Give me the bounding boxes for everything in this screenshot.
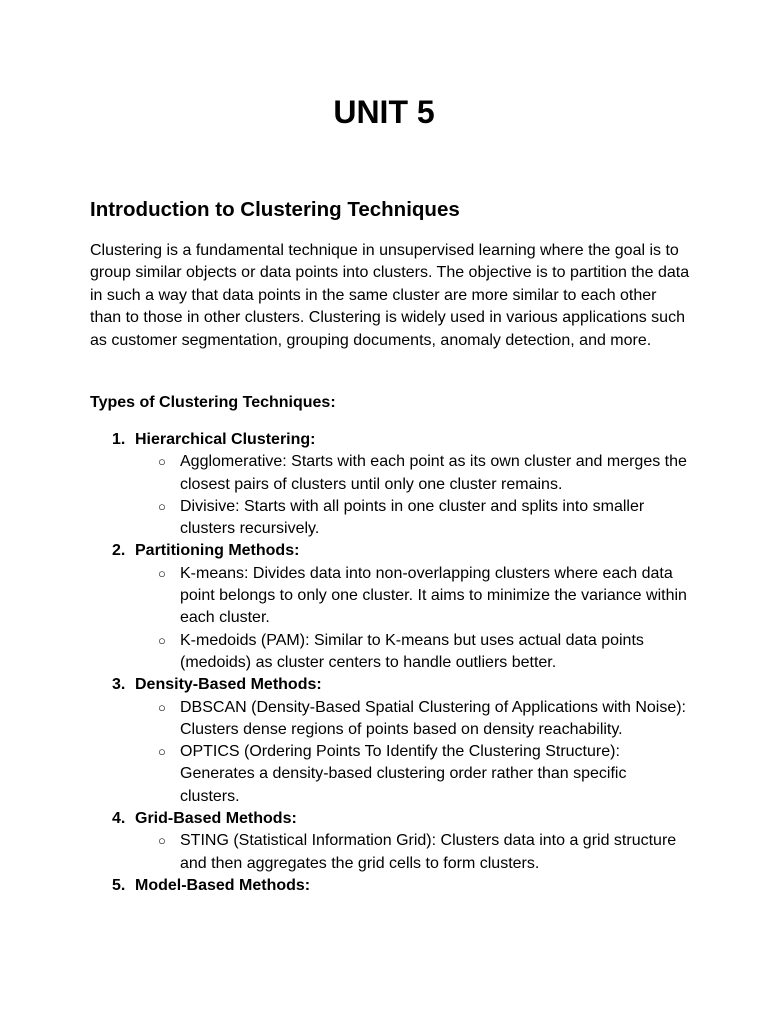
page-title: UNIT 5 xyxy=(333,94,435,130)
section-heading: Introduction to Clustering Techniques xyxy=(90,198,460,221)
types-heading: Types of Clustering Techniques: xyxy=(90,394,336,411)
technique-number: 3. xyxy=(112,676,126,694)
sub-list xyxy=(135,451,690,540)
hollow-bullet-icon: ○ xyxy=(158,632,166,648)
list-item xyxy=(135,563,690,630)
list-item xyxy=(135,451,690,496)
technique-number: 4. xyxy=(112,810,126,828)
list-item xyxy=(135,496,690,541)
list-item-text: K-means: Divides data into non-overlapping clusters where each data point belongs to only one cluster. It aims to minimize the variance within each cluster. xyxy=(180,564,687,627)
hollow-bullet-icon: ○ xyxy=(158,498,166,514)
sub-list xyxy=(135,697,690,808)
technique-partitioning xyxy=(90,540,690,674)
list-item-text: Divisive: Starts with all points in one cluster and splits into smaller clusters recursively. xyxy=(180,497,645,538)
list-item-text: STING (Statistical Information Grid): Clusters data into a grid structure and then aggregates the grid cells to form clusters. xyxy=(180,832,677,872)
technique-label: Model-Based Methods: xyxy=(135,876,311,894)
technique-number: 1. xyxy=(112,431,126,448)
hollow-bullet-icon: ○ xyxy=(158,699,166,715)
hollow-bullet-icon: ○ xyxy=(158,833,166,849)
sub-list xyxy=(135,830,690,875)
technique-number: 5. xyxy=(112,876,126,894)
list-item-text: OPTICS (Ordering Points To Identify the Clustering Structure): Generates a density-based clustering order rather than specific clusters. xyxy=(180,743,627,805)
hollow-bullet-icon: ○ xyxy=(158,454,166,470)
list-item xyxy=(135,630,690,675)
list-item-text: Agglomerative: Starts with each point as its own cluster and merges the closest pairs of clusters until only one cluster remains. xyxy=(180,453,687,493)
technique-grid xyxy=(90,808,690,875)
technique-list xyxy=(90,429,690,897)
hollow-bullet-icon: ○ xyxy=(158,744,166,760)
technique-model xyxy=(90,875,690,897)
technique-label: Density-Based Methods: xyxy=(135,676,322,694)
technique-label: Partitioning Methods: xyxy=(135,542,300,560)
technique-hierarchical xyxy=(90,429,690,540)
hollow-bullet-icon: ○ xyxy=(158,565,166,581)
list-item-text: K-medoids (PAM): Similar to K-means but uses actual data points (medoids) as cluster centers to handle outliers better. xyxy=(180,631,644,671)
list-item-text: DBSCAN (Density-Based Spatial Clustering of Applications with Noise): Clusters dense regions of points based on density reachability. xyxy=(180,698,686,738)
list-item xyxy=(135,830,690,875)
technique-number: 2. xyxy=(112,542,126,560)
intro-paragraph: Clustering is a fundamental technique in unsupervised learning where the goal is to group similar objects or data points into clusters. The objective is to partition the data in such a way that data points in the same cluster are more similar to each other than to those in other clusters. Clustering is widely used in various applications such as customer segmentation, grouping documents, anomaly detection, and more. xyxy=(90,242,690,349)
technique-density xyxy=(90,674,690,808)
sub-list xyxy=(135,563,690,674)
technique-label: Hierarchical Clustering: xyxy=(135,431,316,448)
technique-label: Grid-Based Methods: xyxy=(135,810,297,828)
list-item xyxy=(135,741,690,808)
list-item xyxy=(135,697,690,742)
